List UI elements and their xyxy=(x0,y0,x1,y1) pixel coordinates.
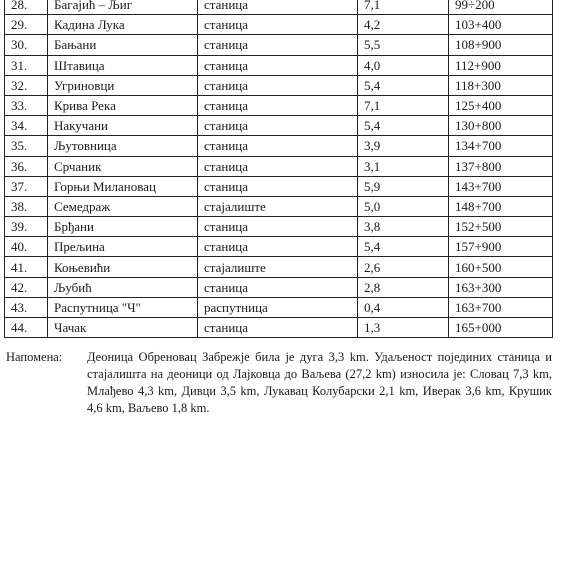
table-row xyxy=(5,116,553,136)
footnote-label: Напомена: xyxy=(6,350,63,364)
station-name-cell: Штавица xyxy=(48,55,198,75)
table-row xyxy=(5,297,553,317)
table-row xyxy=(5,257,553,277)
station-type-cell: станица xyxy=(198,35,358,55)
row-number-cell: 35. xyxy=(5,136,48,156)
station-name-cell: Горњи Милановац xyxy=(48,176,198,196)
table-row xyxy=(5,15,553,35)
table-row xyxy=(5,196,553,216)
station-type-cell: станица xyxy=(198,277,358,297)
section-length-cell: 5,5 xyxy=(358,35,449,55)
kilometer-position-cell: 148+700 xyxy=(449,196,553,216)
row-number-cell: 28. xyxy=(5,0,48,15)
kilometer-position-cell: 112+900 xyxy=(449,55,553,75)
row-number-cell: 37. xyxy=(5,176,48,196)
kilometer-position-cell: 157+900 xyxy=(449,237,553,257)
station-type-cell: стајалиште xyxy=(198,257,358,277)
table-row xyxy=(5,156,553,176)
station-name-cell: Љубић xyxy=(48,277,198,297)
table-row xyxy=(5,176,553,196)
station-name-cell: Крива Река xyxy=(48,95,198,115)
station-type-cell: распутница xyxy=(198,297,358,317)
kilometer-position-cell: 137+800 xyxy=(449,156,553,176)
station-type-cell: станица xyxy=(198,75,358,95)
station-name-cell: Љутовница xyxy=(48,136,198,156)
kilometer-position-cell: 152+500 xyxy=(449,217,553,237)
station-name-cell: Коњевићи xyxy=(48,257,198,277)
station-name-cell: Багајић – Љиг xyxy=(48,0,198,15)
row-number-cell: 39. xyxy=(5,217,48,237)
kilometer-position-cell: 108+900 xyxy=(449,35,553,55)
row-number-cell: 32. xyxy=(5,75,48,95)
row-number-cell: 41. xyxy=(5,257,48,277)
kilometer-position-cell: 118+300 xyxy=(449,75,553,95)
station-name-cell: Срчаник xyxy=(48,156,198,176)
section-length-cell: 5,4 xyxy=(358,75,449,95)
stations-table-body xyxy=(5,0,553,338)
row-number-cell: 31. xyxy=(5,55,48,75)
station-type-cell: станица xyxy=(198,217,358,237)
station-name-cell: Семедраж xyxy=(48,196,198,216)
kilometer-position-cell: 160+500 xyxy=(449,257,553,277)
footnote-text: Деоница Обреновац Забрежје била је дуга 3,3 km. Удаљеност појединих станица и стајалишта на деоници од Лајковца до Ваљева (27,2 km) износила је: Словац 7,3 km, Млађево 4,3 km, Дивци 3,5 km, Лукавац Колубарски 2,1 km, Иверак 3,6 km, Крушик 4,6 km, Ваљево 1,8 km. xyxy=(87,350,552,415)
station-type-cell: станица xyxy=(198,55,358,75)
section-length-cell: 2,6 xyxy=(358,257,449,277)
footnote xyxy=(6,349,552,417)
table-row xyxy=(5,0,553,15)
station-type-cell: станица xyxy=(198,237,358,257)
section-length-cell: 5,4 xyxy=(358,237,449,257)
kilometer-position-cell: 130+800 xyxy=(449,116,553,136)
station-type-cell: станица xyxy=(198,176,358,196)
section-length-cell: 4,0 xyxy=(358,55,449,75)
station-name-cell: Бањани xyxy=(48,35,198,55)
row-number-cell: 33. xyxy=(5,95,48,115)
section-length-cell: 5,9 xyxy=(358,176,449,196)
station-name-cell: Брђани xyxy=(48,217,198,237)
row-number-cell: 30. xyxy=(5,35,48,55)
table-row xyxy=(5,217,553,237)
table-row xyxy=(5,136,553,156)
section-length-cell: 4,2 xyxy=(358,15,449,35)
station-name-cell: Прељина xyxy=(48,237,198,257)
section-length-cell: 0,4 xyxy=(358,297,449,317)
section-length-cell: 5,4 xyxy=(358,116,449,136)
table-row xyxy=(5,75,553,95)
kilometer-position-cell: 103+400 xyxy=(449,15,553,35)
section-length-cell: 3,8 xyxy=(358,217,449,237)
kilometer-position-cell: 125+400 xyxy=(449,95,553,115)
kilometer-position-cell: 163+300 xyxy=(449,277,553,297)
section-length-cell: 1,3 xyxy=(358,318,449,338)
station-name-cell: Угриновци xyxy=(48,75,198,95)
station-name-cell: Распутница "Ч" xyxy=(48,297,198,317)
row-number-cell: 40. xyxy=(5,237,48,257)
stations-table xyxy=(4,0,553,338)
station-type-cell: станица xyxy=(198,95,358,115)
section-length-cell: 2,8 xyxy=(358,277,449,297)
station-type-cell: станица xyxy=(198,0,358,15)
section-length-cell: 3,1 xyxy=(358,156,449,176)
kilometer-position-cell: 165+000 xyxy=(449,318,553,338)
row-number-cell: 42. xyxy=(5,277,48,297)
table-row xyxy=(5,95,553,115)
kilometer-position-cell: 99÷200 xyxy=(449,0,553,15)
section-length-cell: 5,0 xyxy=(358,196,449,216)
kilometer-position-cell: 134+700 xyxy=(449,136,553,156)
station-type-cell: станица xyxy=(198,116,358,136)
station-type-cell: станица xyxy=(198,318,358,338)
station-name-cell: Кадина Лука xyxy=(48,15,198,35)
station-type-cell: станица xyxy=(198,156,358,176)
section-length-cell: 7,1 xyxy=(358,0,449,15)
kilometer-position-cell: 143+700 xyxy=(449,176,553,196)
row-number-cell: 43. xyxy=(5,297,48,317)
kilometer-position-cell: 163+700 xyxy=(449,297,553,317)
table-row xyxy=(5,237,553,257)
table-row xyxy=(5,318,553,338)
row-number-cell: 36. xyxy=(5,156,48,176)
station-name-cell: Накучани xyxy=(48,116,198,136)
row-number-cell: 29. xyxy=(5,15,48,35)
row-number-cell: 44. xyxy=(5,318,48,338)
station-type-cell: станица xyxy=(198,136,358,156)
section-length-cell: 3,9 xyxy=(358,136,449,156)
station-type-cell: станица xyxy=(198,15,358,35)
table-row xyxy=(5,35,553,55)
section-length-cell: 7,1 xyxy=(358,95,449,115)
station-name-cell: Чачак xyxy=(48,318,198,338)
table-row xyxy=(5,277,553,297)
row-number-cell: 34. xyxy=(5,116,48,136)
table-row xyxy=(5,55,553,75)
station-type-cell: стајалиште xyxy=(198,196,358,216)
row-number-cell: 38. xyxy=(5,196,48,216)
